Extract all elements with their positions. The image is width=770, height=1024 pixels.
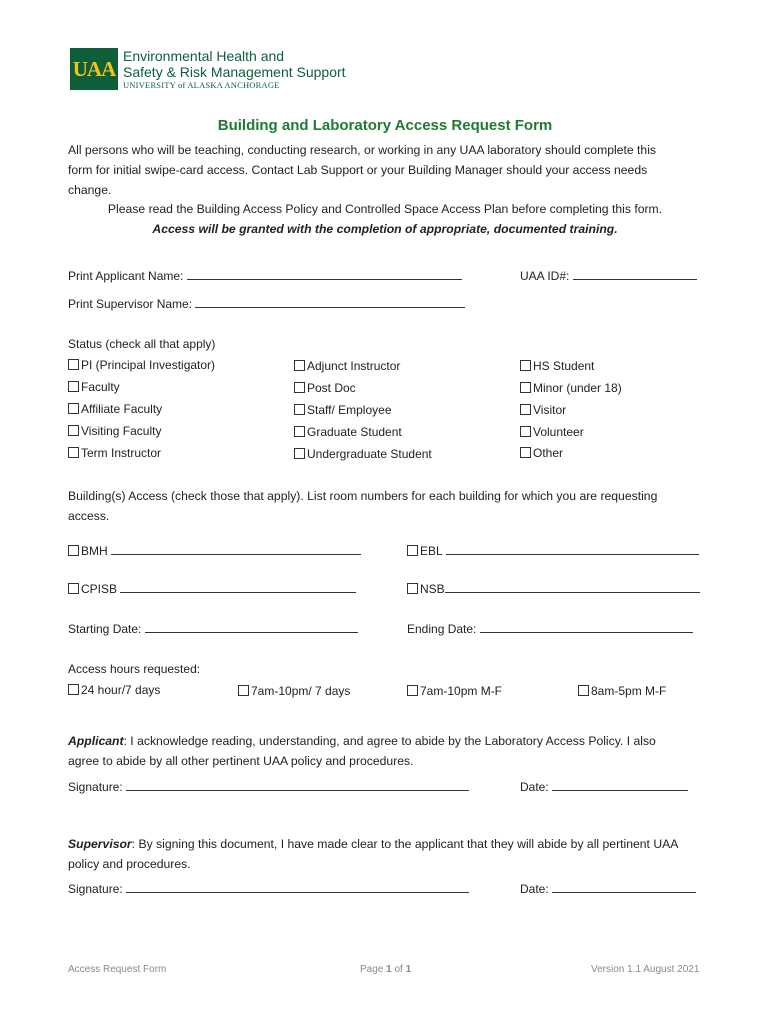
checkbox[interactable]: [520, 382, 531, 393]
checkbox[interactable]: [68, 403, 79, 414]
status-option[interactable]: HS Student: [520, 359, 594, 373]
checkbox[interactable]: [68, 545, 79, 556]
hours-heading: Access hours requested:: [68, 662, 201, 676]
intro-line-4: Please read the Building Access Policy and Controlled Space Access Plan before completing this form.: [107, 202, 663, 216]
intro-line-2: form for initial swipe-card access. Contact Lab Support or your Building Manager should your access needs: [68, 163, 648, 177]
date-line[interactable]: [552, 780, 688, 791]
ending-date-line[interactable]: [480, 622, 693, 633]
checkbox[interactable]: [294, 448, 305, 459]
status-heading: Status (check all that apply): [68, 337, 216, 351]
supervisor-name-field[interactable]: [68, 297, 465, 311]
status-option[interactable]: Term Instructor: [68, 446, 161, 460]
starting-date-field[interactable]: Starting Date:: [68, 622, 358, 636]
supervisor-signature-field[interactable]: Signature:: [68, 882, 469, 896]
checkbox[interactable]: [520, 426, 531, 437]
footer-left: Access Request Form: [68, 964, 167, 975]
status-option[interactable]: Visiting Faculty: [68, 424, 161, 438]
uaa-id-line[interactable]: [573, 269, 697, 280]
room-numbers-line[interactable]: [445, 582, 700, 593]
checkbox[interactable]: [294, 426, 305, 437]
uaa-id-field[interactable]: [520, 269, 697, 283]
status-option[interactable]: Visitor: [520, 403, 566, 417]
applicant-name-field[interactable]: [68, 269, 462, 283]
signature-line[interactable]: [126, 780, 469, 791]
logo-university: UNIVERSITY of ALASKA ANCHORAGE: [123, 80, 280, 90]
footer-page: Page 1 of 1: [360, 964, 412, 975]
status-option[interactable]: Graduate Student: [294, 425, 402, 439]
supervisor-name-label: Print Supervisor Name:: [68, 297, 193, 311]
page-title: Building and Laboratory Access Request Form: [217, 117, 553, 134]
logo-title-line1: Environmental Health and: [123, 48, 285, 64]
status-option[interactable]: Faculty: [68, 380, 120, 394]
signature-line[interactable]: [126, 882, 469, 893]
status-option[interactable]: Affiliate Faculty: [68, 402, 162, 416]
checkbox[interactable]: [407, 583, 418, 594]
checkbox[interactable]: [520, 447, 531, 458]
checkbox[interactable]: [294, 360, 305, 371]
building-ebl[interactable]: EBL: [407, 544, 699, 558]
checkbox[interactable]: [578, 685, 589, 696]
status-option[interactable]: Minor (under 18): [520, 381, 622, 395]
status-option[interactable]: Post Doc: [294, 381, 356, 395]
building-cpisb[interactable]: CPISB: [68, 582, 356, 596]
starting-date-line[interactable]: [145, 622, 358, 633]
status-option[interactable]: Adjunct Instructor: [294, 359, 400, 373]
hours-option[interactable]: 24 hour/7 days: [68, 683, 160, 697]
uaa-id-label: UAA ID#:: [520, 269, 570, 283]
checkbox[interactable]: [520, 360, 531, 371]
hours-option[interactable]: 8am-5pm M-F: [578, 684, 666, 698]
applicant-signature-field[interactable]: Signature:: [68, 780, 469, 794]
applicant-statement-2: agree to abide by all other pertinent UAA policy and procedures.: [68, 754, 414, 768]
ending-date-field[interactable]: Ending Date:: [407, 622, 693, 636]
applicant-name-label: Print Applicant Name:: [68, 269, 184, 283]
supervisor-date-field[interactable]: Date:: [520, 882, 696, 896]
intro-line-5: Access will be granted with the completion of appropriate, documented training.: [152, 222, 618, 236]
buildings-line-1: Building(s) Access (check those that apply). List room numbers for each building for which you are requesting: [68, 489, 658, 503]
status-option[interactable]: Staff/ Employee: [294, 403, 392, 417]
checkbox[interactable]: [68, 381, 79, 392]
building-bmh[interactable]: BMH: [68, 544, 361, 558]
checkbox[interactable]: [294, 404, 305, 415]
room-numbers-line[interactable]: [111, 544, 361, 555]
checkbox[interactable]: [68, 359, 79, 370]
checkbox[interactable]: [520, 404, 531, 415]
checkbox[interactable]: [407, 685, 418, 696]
hours-option[interactable]: 7am-10pm/ 7 days: [238, 684, 350, 698]
checkbox[interactable]: [407, 545, 418, 556]
room-numbers-line[interactable]: [120, 582, 356, 593]
status-option[interactable]: Undergraduate Student: [294, 447, 432, 461]
room-numbers-line[interactable]: [446, 544, 699, 555]
applicant-name-line[interactable]: [187, 269, 462, 280]
status-option[interactable]: Volunteer: [520, 425, 584, 439]
footer-version: Version 1.1 August 2021: [591, 964, 700, 975]
intro-line-3: change.: [68, 183, 112, 197]
checkbox[interactable]: [68, 583, 79, 594]
status-option[interactable]: PI (Principal Investigator): [68, 358, 215, 372]
intro-line-1: All persons who will be teaching, conducting research, or working in any UAA laboratory should complete this: [68, 143, 657, 157]
hours-option[interactable]: 7am-10pm M-F: [407, 684, 502, 698]
status-option[interactable]: Other: [520, 446, 563, 460]
applicant-statement: Applicant: I acknowledge reading, understanding, and agree to abide by the Laboratory Access Policy. I also: [68, 734, 656, 748]
checkbox[interactable]: [238, 685, 249, 696]
checkbox[interactable]: [68, 684, 79, 695]
checkbox[interactable]: [68, 447, 79, 458]
applicant-date-field[interactable]: Date:: [520, 780, 688, 794]
uaa-logo: UAA: [70, 48, 118, 90]
building-nsb[interactable]: NSB: [407, 582, 700, 596]
logo-title-line2: Safety & Risk Management Support: [123, 64, 346, 80]
checkbox[interactable]: [68, 425, 79, 436]
supervisor-statement-2: policy and procedures.: [68, 857, 191, 871]
date-line[interactable]: [552, 882, 696, 893]
supervisor-statement: Supervisor: By signing this document, I have made clear to the applicant that they will abide by all pertinent UAA: [68, 837, 679, 851]
buildings-line-2: access.: [68, 509, 110, 523]
supervisor-name-line[interactable]: [195, 297, 465, 308]
checkbox[interactable]: [294, 382, 305, 393]
